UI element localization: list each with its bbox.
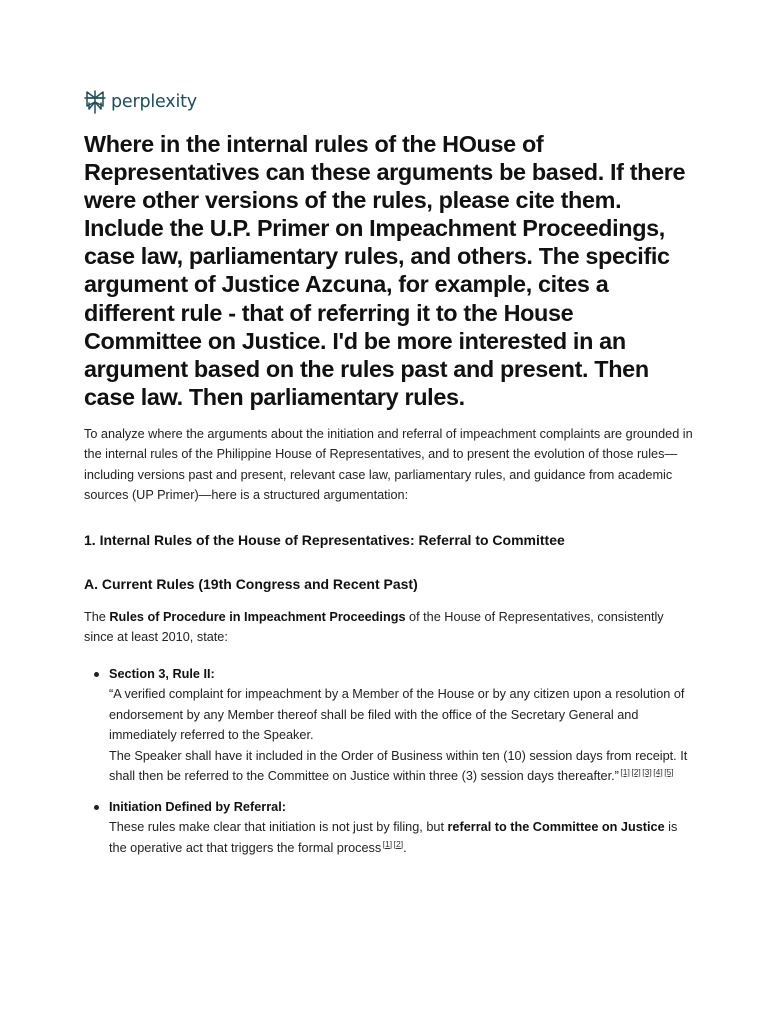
bullet-text-part-1: These rules make clear that initiation is not just by filing, but xyxy=(109,820,448,835)
intro-paragraph: To analyze where the arguments about the initiation and referral of impeachment complaints are grounded in the internal rules of the Philippine House of Representatives, and to present the evolution of those rules—including versions past and present, relevant case law, parliamentary rules, and guidance from academic sources (UP Primer)—here is a structured argumentation: xyxy=(84,426,693,503)
rules-bullet-list xyxy=(84,664,694,859)
perplexity-logo-icon xyxy=(84,90,106,114)
bullet-title: Section 3, Rule II xyxy=(109,666,211,681)
citation-link-2[interactable]: [2] xyxy=(393,838,404,849)
bullet-text-part-2: is the operative act that triggers the formal process xyxy=(109,820,678,855)
quote-line-2 xyxy=(109,746,694,787)
document-page xyxy=(84,88,694,868)
quote-line-1: “A verified complaint for impeachment by a Member of the House or by any citizen upon a resolution of endorsement by any Member thereof shall be filed with the office of the Secretary General and immediately referred to the Speaker. xyxy=(109,687,685,743)
bullet-title: Initiation Defined by Referral xyxy=(109,799,282,814)
citation-link-4[interactable]: [4] xyxy=(653,767,663,778)
list-item xyxy=(109,664,694,787)
rules-paragraph xyxy=(84,607,694,648)
brand-name: perplexity xyxy=(111,92,197,112)
section-1-heading: 1. Internal Rules of the House of Representatives: Referral to Committee xyxy=(84,531,565,548)
citation-link-5[interactable]: [5] xyxy=(664,767,674,778)
bullet-title-colon: : xyxy=(210,666,215,681)
rules-para-suffix: of the House of Representatives, consistently since at least 2010, state: xyxy=(84,609,664,645)
bullet-text-end: . xyxy=(403,840,407,855)
quote-line-2-text: The Speaker shall have it included in the Order of Business within ten (10) session days from receipt. It shall then be referred to the Committee on Justice within three (3) session days thereafter.” xyxy=(109,748,688,784)
bullet-title-colon: : xyxy=(281,799,286,814)
brand-header xyxy=(84,88,694,116)
bullet-text xyxy=(109,817,694,858)
citation-link-2[interactable]: [2] xyxy=(631,767,641,778)
subsection-a-heading: A. Current Rules (19th Congress and Recent Past) xyxy=(84,575,418,592)
rules-para-prefix: The xyxy=(84,609,110,624)
citation-link-1[interactable]: [1] xyxy=(620,767,630,778)
list-item xyxy=(109,797,694,859)
question-title: Where in the internal rules of the HOuse of Representatives can these arguments be based. If there were other versions of the rules, please cite them. Include the U.P. Primer on Impeachment Proceedings, case law, parliamentary rules, and others. The specific argument of Justice Azcuna, for example, cites a different rule - that of referring it to the House Committee on Justice. I'd be more interested in an argument based on the rules past and present. Then case law. Then parliamentary rules. xyxy=(84,131,686,410)
citation-link-1[interactable]: [1] xyxy=(382,838,393,849)
rules-title-bold: Rules of Procedure in Impeachment Proceedings xyxy=(109,609,406,624)
bullet-text-bold: referral to the Committee on Justice xyxy=(447,820,665,835)
citation-link-3[interactable]: [3] xyxy=(642,767,652,778)
